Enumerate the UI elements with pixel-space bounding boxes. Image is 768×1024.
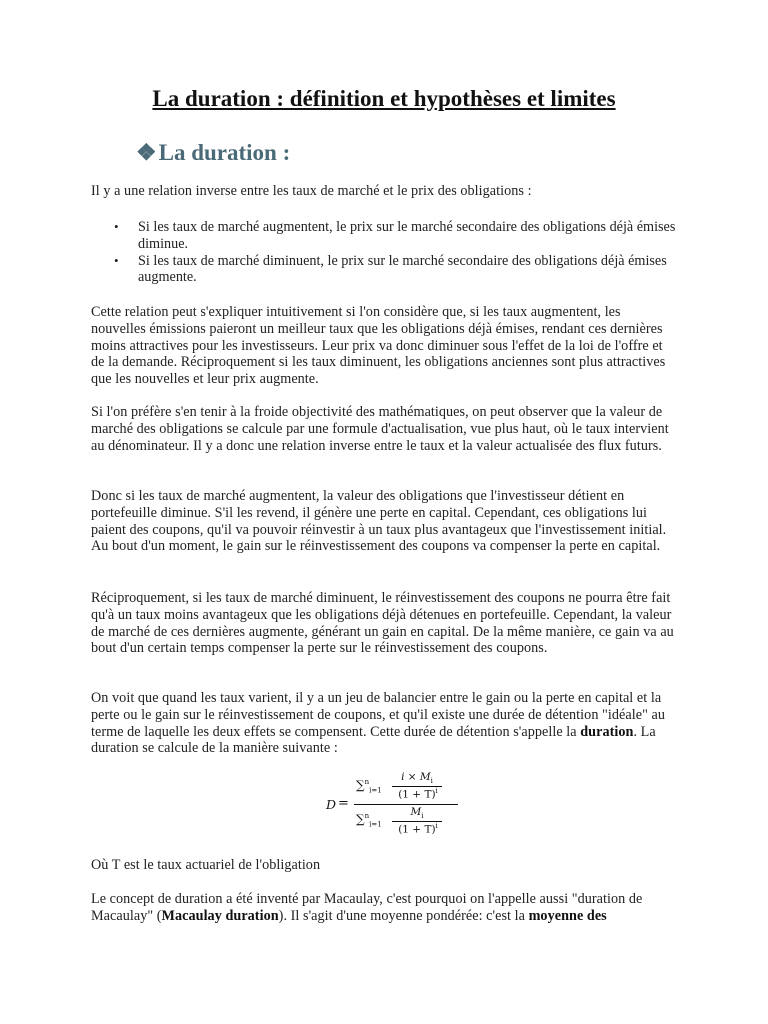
- formula-lhs: D: [326, 797, 337, 812]
- document-title: La duration : définition et hypothèses et limites: [152, 86, 616, 111]
- list-item: [91, 219, 679, 253]
- list-item-text: Si les taux de marché augmentent, le prix sur le marché secondaire des obligations déjà émises diminue.: [138, 219, 676, 252]
- paragraph-5-end: . La duration se calcule de la manière suivante :: [91, 723, 656, 757]
- intro-paragraph: Il y a une relation inverse entre les taux de marché et le prix des obligations :: [91, 183, 532, 199]
- paragraph-2: Si l'on préfère s'en tenir à la froide objectivité des mathématiques, on peut observer que la valeur de marché des obligations se calcule par une formule d'actualisation, vue plus haut, où le taux intervient au dénominateur. Il y a donc une relation inverse entre le taux et la valeur actualisée des flux futurs.: [91, 404, 669, 454]
- bullet-icon: •: [114, 252, 119, 268]
- main-fraction-bar: [354, 804, 458, 805]
- denominator-denominator: $(1 + T)^i$: [398, 822, 438, 836]
- section-heading: [136, 140, 290, 166]
- bullet-list: [91, 219, 679, 286]
- numerator-denominator: $(1 + T)^i$: [398, 787, 438, 801]
- moyenne-des-term: moyenne des: [528, 907, 607, 924]
- paragraph-3: Donc si les taux de marché augmentent, la valeur des obligations que l'investisseur détient en portefeuille diminue. S'il les revend, il génère une perte en capital. Cependant, ces obligations lui paient des coupons, qu'il va pouvoir réinvestir à un taux plus avantageux que l'investissement initial. Au bout d'un moment, le gain sur le réinvestissement des coupons va compenser la perte en capital.: [91, 488, 667, 555]
- denominator-numerator: $M_i$: [410, 806, 424, 821]
- denominator-sum: ∑$^n_{i=1}$: [356, 812, 382, 829]
- numerator-numerator: $i \times M_i$: [401, 771, 433, 786]
- macaulay-duration-term: Macaulay duration: [161, 907, 279, 924]
- bullet-icon: •: [114, 219, 119, 234]
- duration-term: duration: [580, 723, 634, 740]
- paragraph-1: Cette relation peut s'expliquer intuitivement si l'on considère que, si les taux augmentent, les nouvelles émissions paieront un meilleur taux que les obligations déjà émises, rendant ces dernières moins attractives pour les investisseurs. Leur prix va donc diminuer sous l'effet de la loi de l'offre et de la demande. Réciproquement si les taux diminuent, les obligations anciennes sont plus attractives que les nouvelles et leur prix augmente.: [91, 304, 666, 388]
- formula-equals: =: [338, 796, 349, 811]
- section-title: La duration :: [158, 140, 291, 165]
- numerator-sum: ∑$^n_{i=1}$: [356, 778, 382, 795]
- paragraph-5: [91, 690, 679, 757]
- paragraph-4: Réciproquement, si les taux de marché diminuent, le réinvestissement des coupons ne pourra être fait qu'à un taux moins avantageux que les obligations déjà détenues en portefeuille. Cependant, la valeur de marché de ces dernières augmente, générant un gain en capital. De la même manière, ce gain va au bout d'un certain temps compenser la perte sur le réinvestissement des coupons.: [91, 590, 674, 657]
- paragraph-5-text: On voit que quand les taux varient, il y a un jeu de balancier entre le gain ou la perte en capital et la perte ou le gain sur le réinvestissement de coupons, et qu'il existe une durée de détention "idéale" au terme de laquelle les deux effets se compensent. Cette durée de détention s'appelle la: [91, 690, 665, 740]
- paragraph-7-text: Le concept de duration a été inventé par Macaulay, c'est pourquoi on l'appelle aussi "duration de Macaulay" (: [91, 891, 643, 924]
- diamond-bullet-icon: ❖: [136, 140, 157, 165]
- duration-formula: [326, 772, 456, 838]
- list-item: [91, 253, 679, 287]
- list-item-text: Si les taux de marché diminuent, le prix sur le marché secondaire des obligations déjà émises augmente.: [138, 252, 667, 286]
- paragraph-7-mid: ). Il s'agit d'une moyenne pondérée: c'est la: [278, 907, 529, 924]
- paragraph-6: Où T est le taux actuariel de l'obligation: [91, 857, 321, 873]
- paragraph-7: [91, 891, 679, 925]
